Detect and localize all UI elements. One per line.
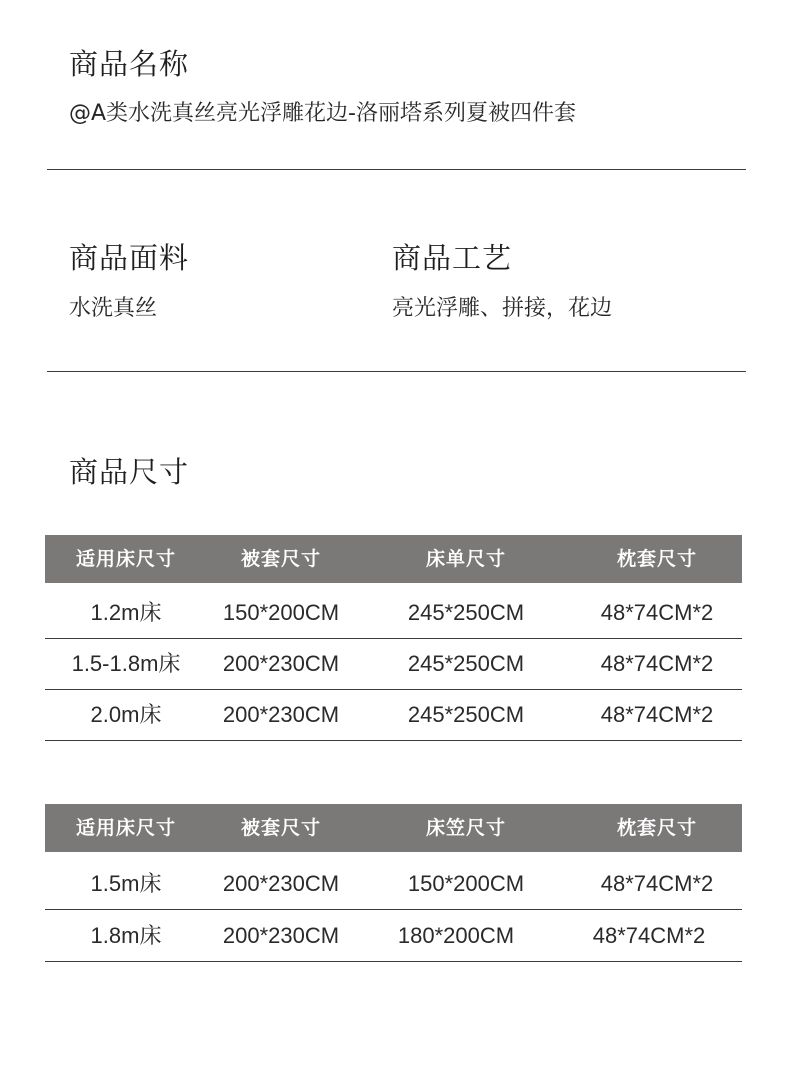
- size-table-fitted: [45, 804, 742, 962]
- fabric-title: 商品面料: [69, 241, 190, 275]
- table-row: [45, 910, 742, 962]
- header-sheet-size: 床单尺寸: [425, 548, 506, 570]
- cell-pillowcase-size: 48*74CM*2: [600, 871, 714, 896]
- cell-fitted-sheet-size: 150*200CM: [407, 871, 525, 896]
- table-header: [45, 804, 742, 852]
- cell-duvet-size: 150*200CM: [222, 600, 340, 625]
- table-row: [45, 587, 742, 639]
- table-row: [45, 689, 742, 741]
- craft-title: 商品工艺: [392, 241, 513, 275]
- header-fitted-sheet-size: 床笠尺寸: [425, 817, 506, 839]
- product-name-value: @A类水洗真丝亮光浮雕花边-洛丽塔系列夏被四件套: [69, 101, 576, 126]
- cell-sheet-size: 245*250CM: [407, 651, 525, 676]
- table-row: [45, 638, 742, 690]
- table-row: [45, 858, 742, 910]
- size-section-title: 商品尺寸: [69, 455, 190, 489]
- cell-pillowcase-size: 48*74CM*2: [600, 600, 714, 625]
- craft-value: 亮光浮雕、拼接，花边: [392, 296, 613, 321]
- product-name-title: 商品名称: [69, 47, 190, 81]
- divider-1: [47, 169, 746, 170]
- cell-bed-size: 1.5-1.8m床: [71, 651, 181, 676]
- header-bed-size: 适用床尺寸: [75, 548, 176, 570]
- table-header: [45, 535, 742, 583]
- cell-pillowcase-size: 48*74CM*2: [600, 651, 714, 676]
- size-table-sheet: [45, 535, 742, 741]
- cell-pillowcase-size: 48*74CM*2: [592, 923, 706, 948]
- cell-duvet-size: 200*230CM: [222, 923, 340, 948]
- divider-2: [47, 371, 746, 372]
- cell-duvet-size: 200*230CM: [222, 702, 340, 727]
- fabric-value: 水洗真丝: [69, 296, 158, 321]
- cell-duvet-size: 200*230CM: [222, 651, 340, 676]
- header-pillowcase-size: 枕套尺寸: [616, 817, 697, 839]
- header-duvet-size: 被套尺寸: [240, 548, 321, 570]
- cell-pillowcase-size: 48*74CM*2: [600, 702, 714, 727]
- header-bed-size: 适用床尺寸: [75, 817, 176, 839]
- cell-fitted-sheet-size: 180*200CM: [397, 923, 515, 948]
- cell-bed-size: 2.0m床: [90, 702, 162, 727]
- cell-sheet-size: 245*250CM: [407, 702, 525, 727]
- header-duvet-size: 被套尺寸: [240, 817, 321, 839]
- cell-sheet-size: 245*250CM: [407, 600, 525, 625]
- cell-bed-size: 1.8m床: [90, 923, 162, 948]
- header-pillowcase-size: 枕套尺寸: [616, 548, 697, 570]
- cell-bed-size: 1.2m床: [90, 600, 162, 625]
- cell-duvet-size: 200*230CM: [222, 871, 340, 896]
- cell-bed-size: 1.5m床: [90, 871, 162, 896]
